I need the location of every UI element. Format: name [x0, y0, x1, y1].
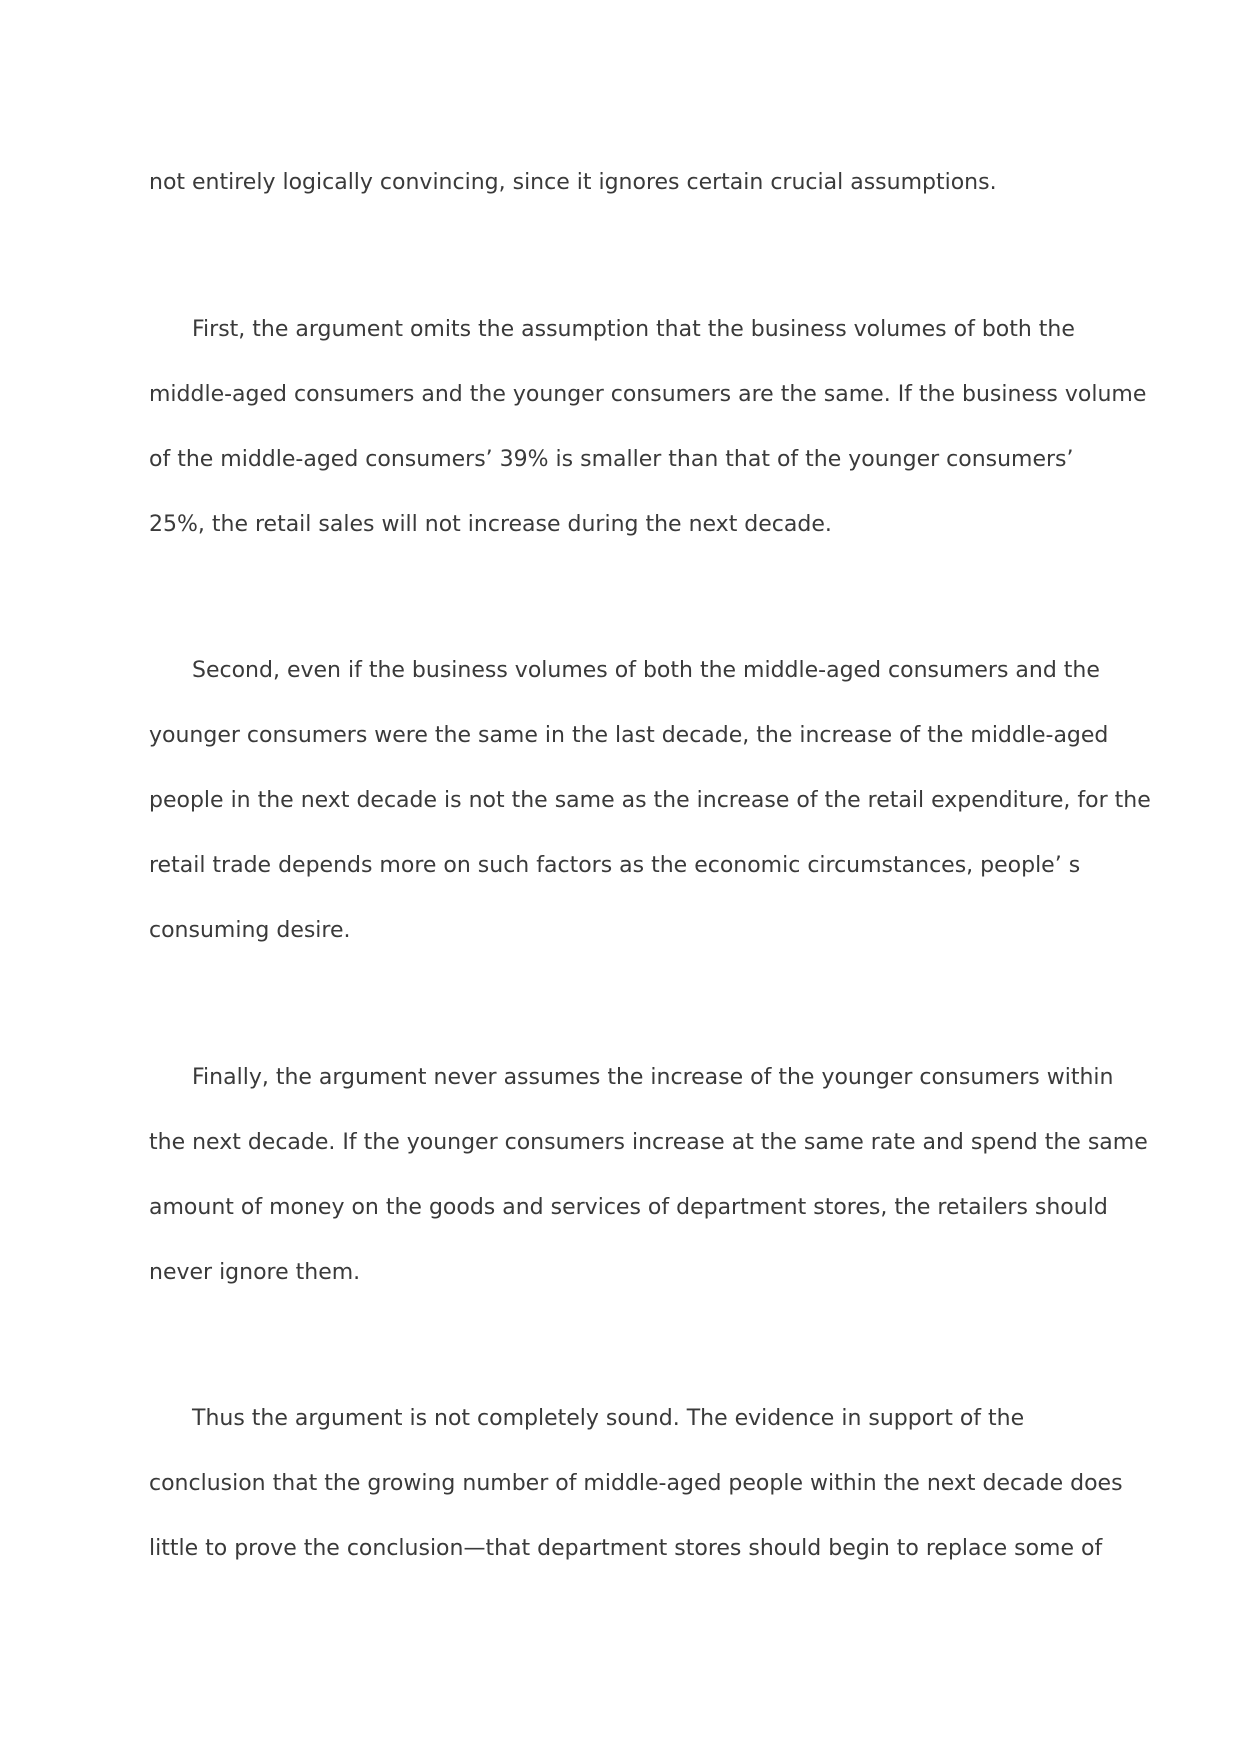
text-line: middle-aged consumers and the younger consumers are the same. If the business volume: [149, 382, 1147, 407]
text-line: younger consumers were the same in the last decade, the increase of the middle-aged: [149, 723, 1109, 748]
text-line: the next decade. If the younger consumers increase at the same rate and spend the same: [149, 1130, 1148, 1155]
text-line: not entirely logically convincing, since it ignores certain crucial assumptions.: [149, 170, 997, 195]
text-line: retail trade depends more on such factors as the economic circumstances, people’ s: [149, 853, 1081, 878]
text-line: little to prove the conclusion—that department stores should begin to replace some of: [149, 1536, 1103, 1561]
text-line: First, the argument omits the assumption that the business volumes of both the: [192, 317, 1075, 342]
text-line: Second, even if the business volumes of both the middle-aged consumers and the: [192, 658, 1100, 683]
text-line: never ignore them.: [149, 1260, 361, 1285]
text-line: people in the next decade is not the same as the increase of the retail expenditure, for the: [149, 788, 1151, 813]
text-line: Finally, the argument never assumes the increase of the younger consumers within: [192, 1065, 1114, 1090]
text-line: consuming desire.: [149, 918, 351, 943]
text-line: of the middle-aged consumers’ 39% is smaller than that of the younger consumers’: [149, 447, 1074, 472]
text-line: conclusion that the growing number of middle-aged people within the next decade does: [149, 1471, 1123, 1496]
text-line: 25%, the retail sales will not increase during the next decade.: [149, 512, 832, 537]
text-line: Thus the argument is not completely sound. The evidence in support of the: [192, 1406, 1025, 1431]
text-line: amount of money on the goods and services of department stores, the retailers should: [149, 1195, 1108, 1220]
